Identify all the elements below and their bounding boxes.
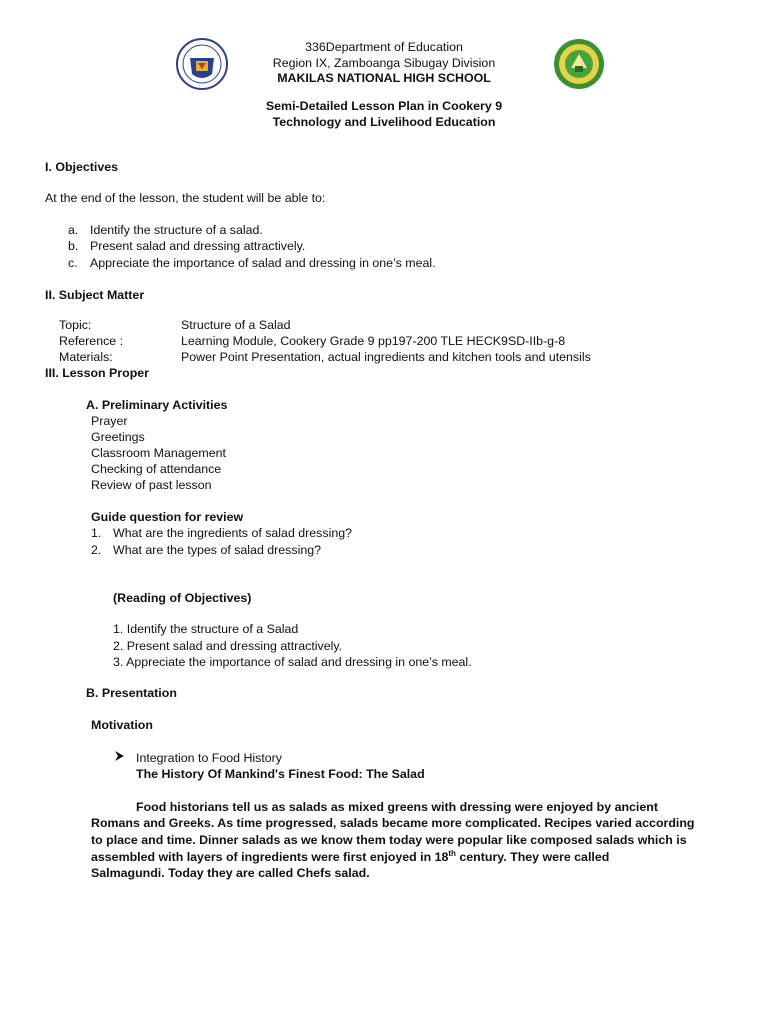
paragraph-line: Salmagundi. Today they are called Chefs salad. — [91, 866, 370, 880]
paragraph-text: century. They were called — [455, 850, 610, 864]
dept-line: 336Department of Education — [305, 40, 463, 54]
prelim-item: Review of past lesson — [91, 478, 212, 492]
guide-marker: 1. — [91, 526, 102, 540]
guide-question-item — [91, 525, 352, 541]
reading-objectives-heading: (Reading of Objectives) — [113, 591, 252, 605]
prelim-item: Checking of attendance — [91, 462, 222, 476]
preliminary-heading: A. Preliminary Activities — [86, 398, 228, 412]
materials-label: Materials: — [59, 350, 113, 364]
guide-question-item — [91, 542, 321, 558]
objective-text: Appreciate the importance of salad and dressing in one’s meal. — [90, 256, 436, 270]
guide-marker: 2. — [91, 543, 102, 557]
region-line: Region IX, Zamboanga Sibugay Division — [272, 56, 496, 70]
objective-item — [68, 255, 436, 271]
paragraph-text: assembled with layers of ingredients were first enjoyed in 18 — [91, 850, 449, 864]
lesson-proper-heading: III. Lesson Proper — [45, 366, 149, 380]
plan-title: Semi-Detailed Lesson Plan in Cookery 9 — [265, 99, 503, 113]
topic-label: Topic: — [59, 318, 92, 332]
paragraph-line: Food historians tell us as salads as mixed greens with dressing were enjoyed by ancient — [136, 800, 658, 814]
paragraph-line — [91, 849, 609, 865]
prelim-item: Classroom Management — [91, 446, 226, 460]
guide-text: What are the ingredients of salad dressing? — [113, 526, 353, 540]
objective-marker: a. — [68, 223, 79, 237]
objectives-intro: At the end of the lesson, the student will be able to: — [45, 191, 326, 205]
objective-marker: b. — [68, 239, 79, 253]
motivation-heading: Motivation — [91, 718, 153, 732]
subject-matter-heading: II. Subject Matter — [45, 288, 145, 302]
objective-item — [68, 222, 263, 238]
reference-value: Learning Module, Cookery Grade 9 pp197-200 TLE HECK9SD-IIb-g-8 — [181, 334, 566, 348]
ordinal-suffix: th — [448, 848, 456, 858]
objectives-heading: I. Objectives — [45, 160, 119, 174]
objective-text: Present salad and dressing attractively. — [90, 239, 306, 253]
topic-value: Structure of a Salad — [181, 318, 291, 332]
reading-item: 1. Identify the structure of a Salad — [113, 622, 299, 636]
paragraph-line: Romans and Greeks. As time progressed, salads became more complicated. Recipes varied according — [91, 816, 695, 830]
prelim-item: Greetings — [91, 430, 145, 444]
arrow-bullet-icon — [114, 750, 125, 766]
objective-text: Identify the structure of a salad. — [90, 223, 263, 237]
prelim-item: Prayer — [91, 414, 128, 428]
guide-question-heading: Guide question for review — [91, 510, 244, 524]
guide-text: What are the types of salad dressing? — [113, 543, 322, 557]
presentation-heading: B. Presentation — [86, 686, 177, 700]
bullet-text: Integration to Food History — [136, 751, 283, 765]
paragraph-line: to place and time. Dinner salads as we know them today were popular like composed salads which is — [91, 833, 687, 847]
reading-item: 3. Appreciate the importance of salad and dressing in one’s meal. — [113, 655, 472, 669]
school-name: MAKILAS NATIONAL HIGH SCHOOL — [277, 71, 491, 85]
reading-item: 2. Present salad and dressing attractively. — [113, 639, 343, 653]
reference-label: Reference : — [59, 334, 124, 348]
materials-value: Power Point Presentation, actual ingredients and kitchen tools and utensils — [181, 350, 591, 364]
objective-marker: c. — [68, 256, 78, 270]
subject-title: Technology and Livelihood Education — [272, 115, 496, 129]
history-title: The History Of Mankind's Finest Food: The Salad — [136, 767, 425, 781]
objective-item — [68, 238, 305, 254]
